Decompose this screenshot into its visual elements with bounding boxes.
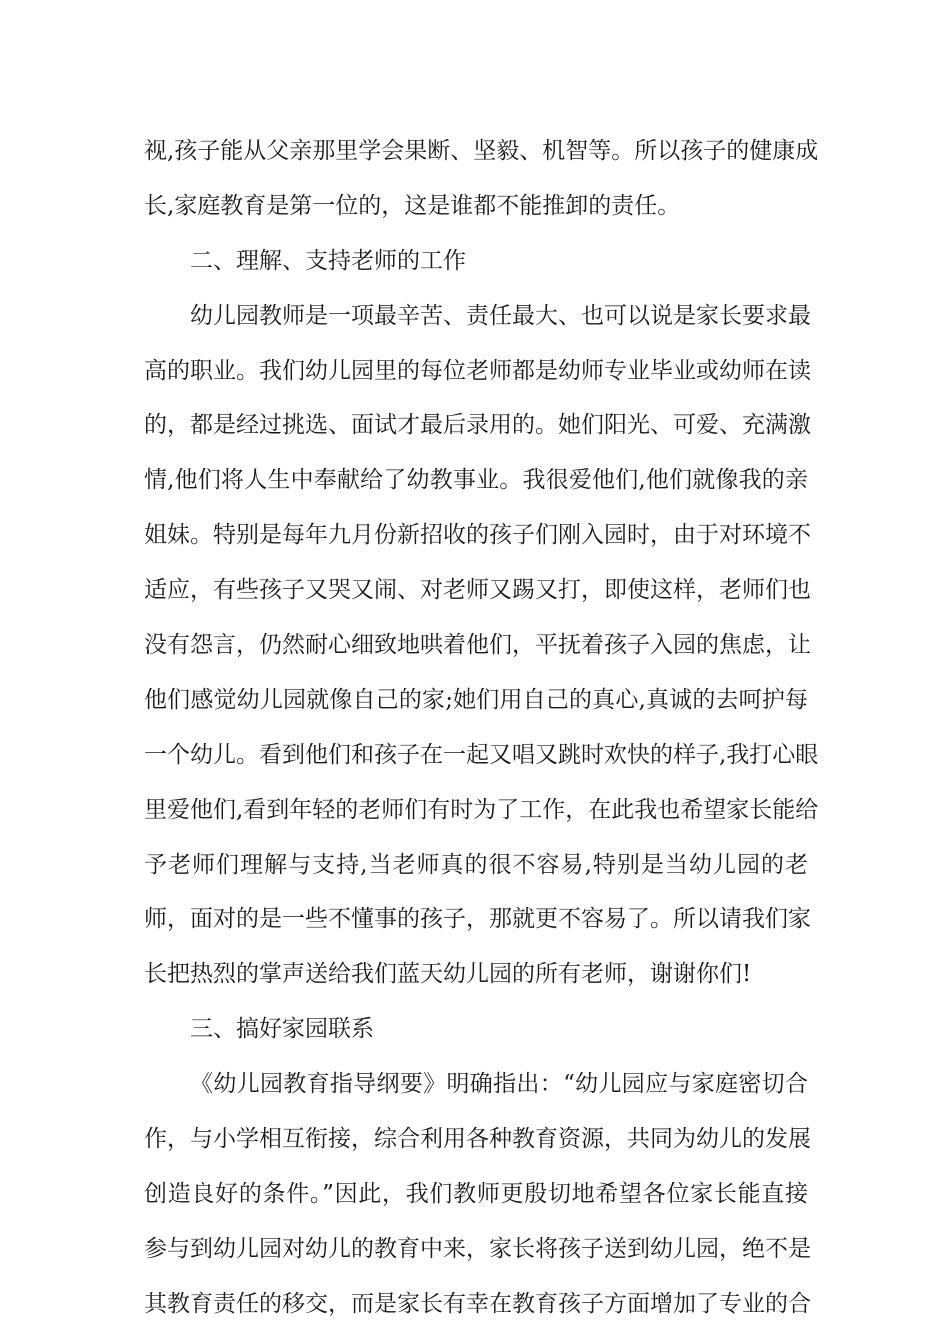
text-line: 参与到幼儿园对幼儿的教育中来，家长将孩子送到幼儿园，绝不是 [144, 1235, 811, 1262]
text-line: 予老师们理解与支持,当老师真的很不容易,特别是当幼儿园的老 [144, 851, 808, 878]
text-line: 作，与小学相互衔接，综合利用各种教育资源，共同为幼儿的发展 [144, 1126, 811, 1153]
text-line: 创造良好的条件。”因此，我们教师更殷切地希望各位家长能直接 [144, 1180, 808, 1207]
text-line: 的，都是经过挑选、面试才最后录用的。她们阳光、可爱、充满激 [144, 412, 811, 439]
text-line: 情,他们将人生中奉献给了幼教事业。我很爱他们,他们就像我的亲 [144, 467, 808, 494]
text-line: 《幼儿园教育指导纲要》明确指出：“幼儿园应与家庭密切合 [190, 1071, 808, 1098]
section-heading: 三、搞好家园联系 [190, 1016, 374, 1043]
body-text [144, 124, 819, 1332]
text-line: 没有怨言，仍然耐心细致地哄着他们，平抚着孩子入园的焦虑，让 [144, 632, 811, 659]
text-line: 长,家庭教育是第一位的，这是谁都不能推卸的责任。 [144, 192, 681, 219]
text-line: 幼儿园教师是一项最辛苦、责任最大、也可以说是家长要求最 [190, 302, 811, 329]
text-line: 长把热烈的掌声送给我们蓝天幼儿园的所有老师，谢谢你们! [144, 961, 752, 988]
text-line: 姐妹。特别是每年九月份新招收的孩子们刚入园时，由于对环境不 [144, 522, 811, 549]
text-line: 师，面对的是一些不懂事的孩子，那就更不容易了。所以请我们家 [144, 906, 811, 933]
section-heading: 二、理解、支持老师的工作 [190, 247, 466, 274]
text-line: 高的职业。我们幼儿园里的每位老师都是幼师专业毕业或幼师在读 [144, 357, 811, 384]
text-line: 里爱他们,看到年轻的老师们有时为了工作，在此我也希望家长能给 [144, 796, 819, 823]
text-line: 他们感觉幼儿园就像自己的家;她们用自己的真心,真诚的去呵护每 [144, 686, 808, 713]
text-line: 其教育责任的移交，而是家长有幸在教育孩子方面增加了专业的合 [144, 1290, 811, 1317]
text-line: 一个幼儿。看到他们和孩子在一起又唱又跳时欢快的样子,我打心眼 [144, 741, 819, 768]
text-line: 视,孩子能从父亲那里学会果断、坚毅、机智等。所以孩子的健康成 [144, 138, 819, 164]
text-line: 适应，有些孩子又哭又闹、对老师又踢又打，即使这样，老师们也 [144, 577, 811, 604]
